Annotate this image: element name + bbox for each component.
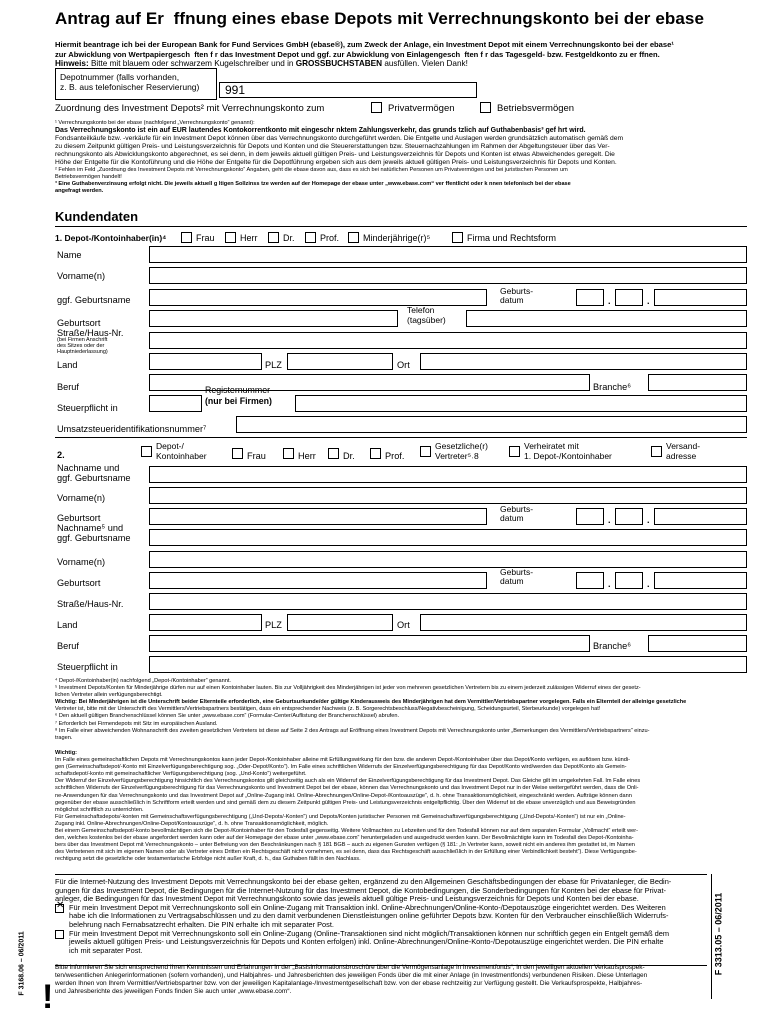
umsatzsteuer-input[interactable] (236, 416, 747, 433)
footnote-wichtig-minor: Wichtig: Bei Minderjährigen ist die Unterschrift beider Elternteile erforderlich, eine Geburtsurkunde/der gültige Kinderausweis des Minderjährigen hat dem Vermittler/Vertriebspartner vorgelegen. Falls ein Elternteil der alleinige gesetzliche (55, 699, 687, 706)
prof-checkbox[interactable] (305, 232, 316, 243)
strasse-note-1: (bei Firmen Anschrift (57, 337, 108, 343)
geburtsort-input[interactable] (149, 310, 398, 327)
privatvermoegen-checkbox[interactable] (371, 102, 382, 113)
beruf-label: Beruf (57, 382, 79, 392)
nachname2-label-1: Nachname und (57, 463, 120, 473)
option1-line3: belehrung nach Fernabsatzrecht erhalten. Die PIN erhalte ich mit separater Post. (69, 919, 334, 929)
geburtsort2-label-3: ggf. Geburtsname (57, 533, 131, 543)
online-zugang-checkbox[interactable] (55, 930, 64, 939)
geburtsdatum3-year[interactable] (654, 572, 747, 589)
date-separator: . (608, 296, 611, 306)
vorname-label: Vorname(n) (57, 271, 106, 281)
registernummer-label-1: Registernummer (205, 385, 271, 395)
ort-label: Ort (397, 360, 410, 370)
geburtsdatum2-label-2: datum (500, 513, 524, 523)
verheiratet-checkbox[interactable] (509, 446, 520, 457)
date-separator: . (608, 579, 611, 589)
strasse-label: Straße/Haus-Nr. (57, 328, 124, 338)
privatvermoegen-label: Privatvermögen (388, 103, 455, 114)
footnote-5: ⁵ Investment Depots/Konten für Minderjährige dürfen nur auf einen Kontoinhaber lauten. Bis zur Volljährigkeit des Minderjährigen ist jeder von mehreren gesetzlichen Vertretern bis zu einem jederzeit zulässigen Widerruf eines der gesetz- (55, 685, 641, 692)
dr-label: Dr. (283, 233, 295, 243)
plz2-input[interactable] (287, 614, 393, 631)
name-input[interactable] (149, 246, 747, 263)
minderjaehrig-checkbox[interactable] (348, 232, 359, 243)
bottom-info (55, 964, 707, 996)
depotnummer-value: 991 (225, 83, 246, 97)
firma-label: Firma und Rechtsform (467, 233, 557, 243)
zuordnung-row (55, 100, 747, 116)
herr2-label: Herr (298, 451, 316, 461)
internet-p2: gungen für das Investment Depot, die Bedingungen für die Internet-Nutzung für das Investment Depot, die Kontobedingungen, die Sonderbedingungen für Konten bei der ebase für Privat- (55, 885, 666, 895)
footnote-5c: Vertreter ist, bitte mit der Unterschrift des Vermittlers/Vertriebspartners bestätigen, dass ein entsprechender Nachweis (z. B. Sorgerechtsbeschluss/Negativbescheinigung, Scheidungsurteil, Sterbeurkunde) vorgelegen hat! (55, 706, 601, 713)
internet-p3: anleger, die Bedingungen für das Investment Depot mit Verrechnungskonto sowie das jeweils aktuell gültige Preis- und Leistungsverzeichnis für Depots und Konten bei der ebase. (55, 894, 639, 904)
strasse2-input[interactable] (149, 593, 747, 610)
wichtig-line: Zugang inkl. Online-Abrechnungen/Online-Depot/Kontoauszüge“, d. h. ohne Transaktionsmöglichkeit, möglich. (55, 820, 329, 827)
nachname2-label-2: ggf. Geburtsname (57, 473, 131, 483)
geburtsort-label: Geburtsort (57, 318, 101, 328)
inhaber2-label-2: Kontoinhaber (156, 451, 207, 461)
geburtsdatum3-label-2: datum (500, 576, 524, 586)
hinweis-text: Bitte mit blauem oder schwarzem Kugelschreiber und in (90, 59, 294, 69)
frau-label: Frau (196, 233, 215, 243)
wichtig-line: Bei einem Gemeinschaftsdepot/-konto bevollmächtigen sich die Depot-/Kontoinhaber für den Todesfall gegenseitig. Weitere Vollmachten zu Lebzeiten und für den Todesfall können nur auf dem separaten Formular „Vollmacht“ erteilt wer- (55, 828, 639, 835)
geburtsname-label: ggf. Geburtsname (57, 295, 131, 305)
footnotes-mid (55, 678, 747, 742)
ort2-input[interactable] (420, 614, 747, 631)
prof-label: Prof. (320, 233, 340, 243)
geburtsort2-input[interactable] (149, 508, 487, 525)
umsatzsteuer-label: Umsatzsteueridentifikationsnummer⁷ (57, 424, 207, 434)
page-title: Antrag auf Er ffnung eines ebase Depots mit Verrechnungskonto bei der ebase (55, 9, 705, 28)
plz2-label: PLZ (265, 620, 282, 630)
form-page (55, 8, 747, 995)
intro-text (55, 40, 747, 69)
footnote-1-e: rechnungskonto als Abwicklungskonto abgerechnet, es sei denn, in dem jeweils aktuell gültigen Preis- und Leistungsverzeichnis für Depots und Konten ist etwas Abweichendes geregelt. Die (55, 151, 615, 159)
herr-checkbox[interactable] (225, 232, 236, 243)
hinweis-label: Hinweis: (55, 59, 89, 69)
dr-checkbox[interactable] (268, 232, 279, 243)
vorname-input[interactable] (149, 267, 747, 284)
geburtsort3-label: Geburtsort (57, 578, 101, 588)
footnotes-top (55, 120, 747, 195)
beruf2-label: Beruf (57, 641, 79, 651)
geburtsdatum-label-2: datum (500, 295, 524, 305)
vorname3-input[interactable] (149, 551, 747, 568)
inhaber2-label (156, 441, 207, 461)
option2-line2: jeweils aktuell gültigen Preis- und Leistungsverzeichnis für Depots und Konten erfolgen) inkl. Online-Abrechnungen/Online-Konto-/Depotauszüge eingerichtet werden. Die PIN erhalte (69, 937, 664, 947)
frau-checkbox[interactable] (181, 232, 192, 243)
beruf2-input[interactable] (149, 635, 590, 652)
gesetzl-vertreter-label-2: Vertreter⁵˒8 (435, 451, 479, 461)
kundendaten-heading: Kundendaten (55, 209, 139, 224)
footnote-4: ⁴ Depot-/Kontoinhaber(in) nachfolgend „Depot-/Kontoinhaber“ genannt. (55, 678, 231, 684)
geburtsdatum2-day[interactable] (576, 508, 604, 525)
online-transaktion-checkbox[interactable] (55, 904, 64, 913)
verheiratet-label-1: Verheiratet mit (524, 441, 579, 451)
verheiratet-label (524, 441, 612, 461)
internet-box (55, 874, 707, 966)
inhaber2-label-1: Depot-/ (156, 441, 184, 451)
wichtig-line: gen (Gemeinschaftsdepot/-Konto mit Einzelverfügungsberechtigung sog. „Oder-Depot/Konto“). Im Falle eines schriftlichen Widerrufs der Einzelverfügungsberechtigung für das Depot/Konto wird/werden das Depot/Konto als Gemein- (55, 764, 627, 771)
depotnummer-field[interactable] (219, 82, 477, 98)
footnote-2b: Betriebsvermögen handelt! (55, 174, 122, 181)
warning-icon: ! (42, 978, 54, 1016)
geburtsdatum2-label (500, 505, 533, 523)
telefon-label-2: (tagsüber) (407, 314, 446, 325)
ort2-label: Ort (397, 620, 410, 630)
form-code-right: F 3313.05 – 06/2011 (713, 892, 724, 976)
wichtig-block (55, 750, 747, 864)
wichtig-line: Im Falle eines gemeinschaftlichen Depots mit Verrechnungskontos kann jeder Depot-/Kontoinhaber alleine mit Erfüllungswirkung für den bzw. die anderen Depot-/Kontoinhaber über das Depot/Konto verfügen, es auflösen bzw. kündi- (55, 757, 630, 764)
wichtig-line: ne-Anwendungen für das Verrechnungskonto und das Investment Depot auf „Online-Zugang inkl. Online-Abrechnungen/Online-Depot-/Kontoauszüge“, d. h. ohne Transaktionsmöglichkeit, eingeschränkt werden. Aufträge können dann (55, 792, 632, 799)
nachname2-input[interactable] (149, 466, 747, 483)
internet-p1: Für die Internet-Nutzung des Investment Depots mit Verrechnungskonto bei der ebase gelten, ergänzend zu den Allgemeinen Geschäftsbedingungen der ebase für Privatanleger, die Bedin- (55, 877, 672, 886)
wichtig-line: schriftlichen Widerrufs der Einzelverfügungsberechtigung für das Verrechnungskonto und Investment Depot bei der ebase, können das Verrechnungskonto und das Investment Depot nur in der Weise weitergeführt werden, dass die Onli- (55, 785, 639, 792)
geburtsdatum3-month[interactable] (615, 572, 643, 589)
versandadresse-label-1: Versand- (666, 441, 701, 451)
wichtig-line: gegenüber der ebase ausschließlich in Schriftform erteilt werden und sind gemäß dem zu diesem Zeitpunkt gültigen Preis- und Leistungsverzeichnis entgeltpflichtig. Über den Widerruf ist die ebase unverzüglich und aus Beweisgründen (55, 799, 636, 806)
date-separator: . (647, 579, 650, 589)
footnote-1-bold: Das Verrechnungskonto ist ein auf EUR lautendes Kontokorrentkonto mit eingeschr nktem Zahlungsverkehr, das grunds tzlich auf Guthabenbasis³ gef hrt wird. (55, 127, 586, 135)
inhaber2-number: 2. (57, 450, 65, 460)
depotnummer-label-1: Depotnummer (falls vorhanden, (60, 72, 180, 82)
footnote-3: ³ Eine Guthabenverzinsung erfolgt nicht. Die jeweils aktuell g ltigen Sollzinss tze werden auf der Homepage der ebase unter „www.ebase.com“ ver ffentlicht oder k nnen telefonisch bei der ebase (55, 181, 571, 188)
verheiratet-label-2: 1. Depot-/Kontoinhaber (524, 451, 612, 461)
plz-input[interactable] (287, 353, 393, 370)
wichtig-line: rechtigung setzt die gesetzliche oder testamentarische Erbfolge nicht außer Kraft, d. h., das Guthaben fällt in den Nachlass. (55, 856, 361, 863)
intro-line-2: zur Abwicklung von Wertpapiergesch ften f r das Investment Depot und ggf. zur Abwicklung von Einlagengesch ften f r das Tagesgeld- bzw. Festgeldkonto zu er ffnen. (55, 49, 660, 59)
land2-label: Land (57, 620, 78, 630)
strasse2-label: Straße/Haus-Nr. (57, 599, 124, 609)
land-input[interactable] (149, 353, 262, 370)
form-code-left: F 3168.06 – 06/2011 (18, 931, 26, 996)
wichtig-line: Für Gemeinschaftsdepots/-konten mit Gemeinschaftsverfügungsberechtigung („Und-Depots/-Konten“) und Depots/Konten juristischer Personen mit Gemeinschaftsverfügungsberechtigung („Und-Depots/-Konten“) ist nur ein „Online- (55, 813, 626, 820)
branche-input[interactable] (648, 374, 747, 391)
wichtig-line: möglichst schriftlich zu unterrichten. (55, 806, 144, 813)
geburtsdatum2-month[interactable] (615, 508, 643, 525)
versandadresse-label-2: adresse (666, 451, 697, 461)
geburtsort3-input[interactable] (149, 572, 487, 589)
zuordnung-label: Zuordnung des Investment Depots² mit Verrechnungskonto zum (55, 103, 325, 114)
option2-line3: ich mit separater Post. (69, 945, 143, 955)
vorname2-input[interactable] (149, 487, 747, 504)
footnote-1-f: Höhe der Entgelte für die Kontoführung und die Höhe der Entgelte für die Depotführung ergeben sich aus dem jeweils aktuell gültigen Preis- und Leistungsverzeichnis für Depots und Konten. (55, 159, 617, 167)
strasse-note-2: des Sitzes oder der (57, 342, 105, 349)
date-separator: . (608, 515, 611, 525)
geburtsname-input[interactable] (149, 289, 487, 306)
depotnummer-box (55, 68, 217, 100)
branche2-input[interactable] (648, 635, 747, 652)
right-code-box (711, 874, 742, 999)
divider (55, 226, 747, 227)
name-label: Name (57, 250, 82, 260)
nachname-geburt2-input[interactable] (149, 529, 747, 546)
depotnummer-label-2: z. B. aus telefonischer Reservierung) (60, 82, 200, 92)
geburtsdatum3-label (500, 568, 533, 586)
frau2-label: Frau (247, 451, 266, 461)
registernummer-label (205, 385, 272, 406)
hinweis-end: ausfüllen. Vielen Dank! (384, 59, 468, 69)
bottom-line-2: ten/wesentlichen Anlegerinformationen (sofern vorhanden), und Halbjahres- und Jahresberichten des jeweiligen Fonds über die mit einer Anlage (in Investmentfonds) verbundenen Risiken. Diese Unterlagen (55, 972, 648, 979)
herr2-checkbox[interactable] (283, 448, 294, 459)
geburtsdatum-day[interactable] (576, 289, 604, 306)
versandadresse-label (666, 441, 700, 461)
ort-input[interactable] (420, 353, 747, 370)
geburtsdatum-label-1: Geburts- (500, 286, 534, 296)
footnote-8b: tragen. (55, 734, 73, 741)
prof2-label: Prof. (385, 451, 405, 461)
strasse-input[interactable] (149, 332, 747, 349)
option2-line1: Für mein Investment Depot mit Verrechnungskonto soll ein Online-Zugang (Online-Transaktionen sind nicht möglich/Transaktionen können nur schriftlich gegen ein Entgelt gemäß dem (69, 928, 670, 938)
wichtig-line: bers über das Investment Depot mit Verrechnungskonto – unter Befreiung von den Beschränkungen nach § 181 BGB – auch zu eigenen Gunsten verfügen (§ 181: „In Vertreter kann, soweit nicht ein anderes ihm gestattet ist, im Namen (55, 842, 635, 849)
geburtsdatum2-year[interactable] (654, 508, 747, 525)
branche-label: Branche⁶ (593, 382, 632, 392)
geburtsdatum-label (500, 287, 533, 305)
prof2-checkbox[interactable] (370, 448, 381, 459)
inhaber1-label: 1. Depot-/Kontoinhaber(in)⁴ (55, 233, 167, 243)
bottom-line-3: werden Ihnen von Ihrem Vermittler/Vertriebspartner bzw. von der jeweiligen Kapitalanlage-/Investmentgesellschaft bzw. von der ebase rechtzeitig zur Verfügung gestellt. Die Verkaufsprospekte, Halbjahres- (55, 980, 643, 987)
betriebsvermoegen-checkbox[interactable] (480, 102, 491, 113)
land2-input[interactable] (149, 614, 262, 631)
wichtig-line: den, welches kostenlos bei der ebase angefordert werden kann oder auf der Homepage der ebase unter „www.ebase.com“ heruntergeladen und ausgedruckt werden kann. Der Bevollmächtigte kann im Todesfall des Depot-/Kontoinha- (55, 835, 634, 842)
registernummer-input[interactable] (295, 395, 747, 412)
option1-line2: habe ich die Informationen zu Vertragsabschlüssen und zu den damit verbundenen Dienstleistungen online geführter Depots bzw. Konten für den Verbraucher einschließlich Widerrufs- (69, 911, 669, 921)
intro-line-1: Hiermit beantrage ich bei der European Bank for Fund Services GmbH (ebase®), zum Zweck der Anlage, ein Investment Depot mit einem Verrechnungskonto bei der ebase¹ (55, 40, 674, 49)
option1-line1: Für mein Investment Depot mit Verrechnungskonto soll ein Online-Zugang mit Transaktion inkl. Online-Abrechnungen/Online-Konto-/Depotauszüge eingerichtet werden. Des Weiteren (69, 902, 666, 912)
footnote-1-c: Fondsanteilkäufe bzw. -verkäufe für ein Investment Depot können über das Verrechnungskonto durchgeführt werden. Die Entgelte und Auslagen werden grundsätzlich automatisch gemäß dem (55, 135, 624, 143)
hinweis-bold: GROSSBUCHSTABEN (295, 59, 383, 69)
telefon-input[interactable] (466, 310, 747, 327)
inhaber1-row (55, 231, 747, 245)
plz-label: PLZ (265, 360, 282, 370)
geburtsdatum-month[interactable] (615, 289, 643, 306)
minderjaehrig-label: Minderjährige(r)⁵ (363, 233, 431, 243)
steuerpflicht-input[interactable] (149, 395, 202, 412)
versandadresse-checkbox[interactable] (651, 446, 662, 457)
betriebsvermoegen-label: Betriebsvermögen (497, 103, 575, 114)
geburtsdatum-year[interactable] (654, 289, 747, 306)
footnote-1-d: zu diesem Zeitpunkt gültigen Preis- und Leistungsverzeichnis für Depots und Konten und die Steuererstattungen bzw. Steuernachzahlungen im Rahmen der Abgeltungsteuer über das Ver- (55, 143, 610, 151)
geburtsort2-label-2: Nachname⁵ und (57, 523, 124, 533)
frau2-checkbox[interactable] (232, 448, 243, 459)
inhaber2-checkbox[interactable] (141, 446, 152, 457)
steuerpflicht2-input[interactable] (149, 656, 747, 673)
date-separator: . (647, 515, 650, 525)
strasse-note (57, 338, 108, 355)
dr2-label: Dr. (343, 451, 355, 461)
telefon-label (407, 306, 446, 325)
registernummer-label-2: (nur bei Firmen) (205, 395, 272, 406)
vorname2-label: Vorname(n) (57, 493, 106, 503)
branche2-label: Branche⁶ (593, 641, 632, 651)
dr2-checkbox[interactable] (328, 448, 339, 459)
bottom-line-4: und Jahresberichte des jeweiligen Fonds finden Sie auch unter „www.ebase.com“. (55, 988, 292, 995)
vorname3-label: Vorname(n) (57, 557, 106, 567)
land-label: Land (57, 360, 78, 370)
footnote-8: ⁸ Im Falle einer abweichenden Wohnanschrift des zweiten gesetzlichen Vertreters ist diese auf Seite 2 des Antrags auf Eröffnung eines Investment Depots mit Verrechnungskonto unter „Bemerkungen des Vermittlers/Vertriebspartners“ einzu- (55, 727, 650, 734)
wichtig-line: des Vertretenen mit sich im eigenen Namen oder als Vertreter eines Dritten ein Rechtsgeschäft nicht vornehmen, es sei denn, dass das Rechtsgeschäft ausschließlich in der Erfüllung einer Verbindlichkeit besteht“). Diese Verfügungsbe- (55, 849, 637, 856)
gesetzl-vertreter-label (435, 441, 488, 461)
footnote-3b: angefragt werden. (55, 188, 104, 195)
geburtsdatum2-label-1: Geburts- (500, 504, 534, 514)
strasse-note-3: Hauptniederlassung) (57, 348, 108, 355)
steuerpflicht-label: Steuerpflicht in (57, 403, 118, 413)
geburtsdatum3-label-1: Geburts- (500, 567, 534, 577)
footnote-7: ⁷ Erforderlich bei Firmendepots mit Sitz im europäischen Ausland. (55, 720, 218, 727)
nachname2-label (57, 463, 131, 483)
geburtsort2-label-1: Geburtsort (57, 513, 101, 523)
steuerpflicht2-label: Steuerpflicht in (57, 662, 118, 672)
divider (55, 437, 747, 438)
wichtig-line: schaftsdepot/-konto mit gemeinschaftlicher Verfügungsberechtigung (sog. „Und-Konto“) weitergeführt. (55, 771, 307, 778)
wichtig-line: Der Widerruf der Einzelverfügungsberechtigung hinsichtlich des Verrechnungskontos gilt gleichzeitig auch als ein Widerruf der Einzelverfügungsberechtigung für das Investment Depot. Das Gleiche gilt im umgekehrten Fall. Im Falle eines (55, 778, 641, 785)
footnote-2: ² Fehlen im Feld „Zuordnung des Investment Depots mit Verrechnungskonto“ Angaben, geht die ebase davon aus, dass es sich bei natürlichen Personen um Privatvermögen und bei juristischen Personen um (55, 167, 568, 174)
gesetzl-vertreter-checkbox[interactable] (420, 446, 431, 457)
geburtsdatum3-day[interactable] (576, 572, 604, 589)
gesetzl-vertreter-label-1: Gesetzliche(r) (435, 441, 488, 451)
footnote-6: ⁶ Den aktuell gültigen Branchenschlüssel können Sie unter „www.ebase.com“ (Formular-Center/Auflistung der Branchenschlüssel) abrufen. (55, 713, 400, 720)
telefon-label-1: Telefon (407, 305, 435, 315)
herr-label: Herr (240, 233, 258, 243)
bottom-line-1: Bitte informieren Sie sich entsprechend Ihren Kenntnissen und Erfahrungen in der „Basisinformationsbroschüre über die Vermögensanlage in Investmentfonds“, in den jeweiligen aktuellen Verkaufsprospek- (55, 964, 645, 971)
firma-checkbox[interactable] (452, 232, 463, 243)
wichtig-label: Wichtig: (55, 750, 78, 756)
date-separator: . (647, 296, 650, 306)
footnote-5b: lichen Vertreter allein verfügungsberechtigt. (55, 692, 163, 699)
footnote-1-heading: ¹ Verrechnungskonto bei der ebase (nachfolgend „Verrechnungskonto“ genannt): (55, 120, 255, 126)
geburtsort2-label (57, 513, 131, 543)
